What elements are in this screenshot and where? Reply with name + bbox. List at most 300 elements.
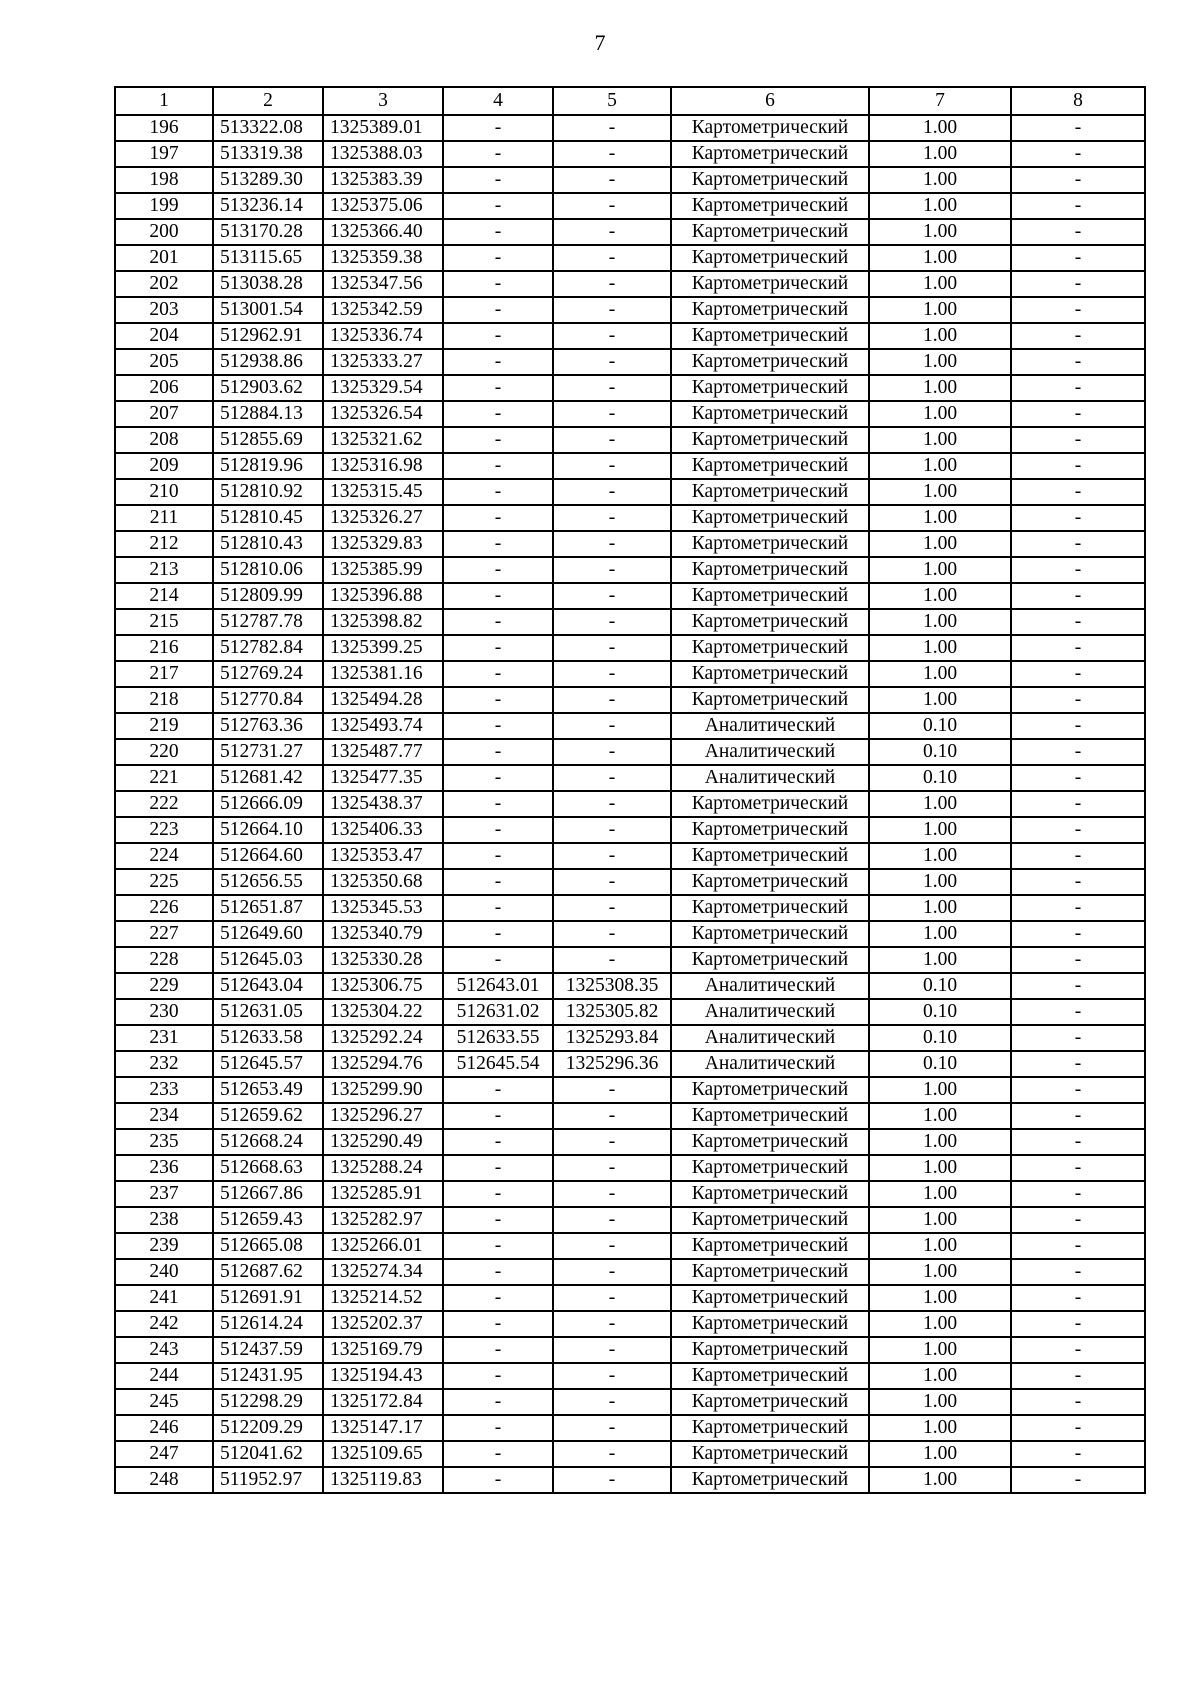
cell-accuracy: 1.00 [869,687,1011,713]
cell-coord-y-alt: - [553,349,671,375]
cell-accuracy: 0.10 [869,765,1011,791]
cell-accuracy: 1.00 [869,401,1011,427]
cell-coord-x-alt: - [443,1077,553,1103]
cell-method: Картометрический [671,583,869,609]
cell-method: Картометрический [671,1155,869,1181]
cell-coord-x-alt: - [443,1103,553,1129]
cell-coord-x-alt: - [443,1285,553,1311]
table-row [115,973,1145,999]
cell-coord-y-alt: - [553,687,671,713]
cell-point-number: 243 [115,1337,213,1363]
cell-accuracy: 1.00 [869,1103,1011,1129]
cell-coord-x-alt: - [443,947,553,973]
cell-coord-x-alt: - [443,635,553,661]
cell-coord-x: 512649.60 [213,921,323,947]
cell-coord-x-alt: - [443,1207,553,1233]
cell-coord-y: 1325340.79 [323,921,443,947]
cell-note: - [1011,115,1145,141]
cell-coord-x: 512659.62 [213,1103,323,1129]
cell-accuracy: 1.00 [869,817,1011,843]
cell-coord-y: 1325329.54 [323,375,443,401]
cell-coord-y-alt: - [553,895,671,921]
cell-point-number: 233 [115,1077,213,1103]
cell-method: Картометрический [671,531,869,557]
cell-method: Аналитический [671,999,869,1025]
cell-coord-y: 1325119.83 [323,1467,443,1493]
cell-note: - [1011,921,1145,947]
cell-coord-x-alt: - [443,245,553,271]
table-row [115,661,1145,687]
cell-coord-x-alt: - [443,479,553,505]
cell-method: Картометрический [671,1467,869,1493]
cell-coord-y: 1325266.01 [323,1233,443,1259]
cell-accuracy: 1.00 [869,583,1011,609]
cell-coord-y: 1325194.43 [323,1363,443,1389]
cell-note: - [1011,1103,1145,1129]
cell-coord-x: 513115.65 [213,245,323,271]
cell-coord-x: 512884.13 [213,401,323,427]
cell-note: - [1011,349,1145,375]
cell-note: - [1011,1259,1145,1285]
cell-coord-y-alt: - [553,531,671,557]
cell-point-number: 206 [115,375,213,401]
cell-coord-x-alt: - [443,609,553,635]
cell-note: - [1011,973,1145,999]
cell-coord-x: 512631.05 [213,999,323,1025]
table-row [115,947,1145,973]
cell-accuracy: 0.10 [869,973,1011,999]
table-row [115,219,1145,245]
table-row [115,193,1145,219]
cell-coord-y-alt: - [553,1311,671,1337]
cell-coord-y-alt: - [553,479,671,505]
cell-point-number: 196 [115,115,213,141]
table-row [115,375,1145,401]
cell-coord-y-alt: - [553,921,671,947]
cell-coord-x: 512643.04 [213,973,323,999]
cell-point-number: 228 [115,947,213,973]
cell-accuracy: 1.00 [869,1467,1011,1493]
cell-method: Картометрический [671,1337,869,1363]
cell-method: Картометрический [671,1207,869,1233]
cell-method: Картометрический [671,1363,869,1389]
cell-coord-y-alt: - [553,1467,671,1493]
cell-accuracy: 0.10 [869,999,1011,1025]
cell-coord-y-alt: - [553,843,671,869]
table-row [115,479,1145,505]
cell-note: - [1011,401,1145,427]
cell-coord-x: 511952.97 [213,1467,323,1493]
page-number: 7 [594,30,606,55]
table-row [115,1207,1145,1233]
cell-coord-y-alt: 1325296.36 [553,1051,671,1077]
cell-coord-y: 1325292.24 [323,1025,443,1051]
cell-method: Картометрический [671,427,869,453]
cell-method: Картометрический [671,557,869,583]
cell-coord-x: 512731.27 [213,739,323,765]
cell-note: - [1011,505,1145,531]
cell-coord-x-alt: - [443,583,553,609]
cell-point-number: 237 [115,1181,213,1207]
cell-coord-y: 1325109.65 [323,1441,443,1467]
cell-note: - [1011,245,1145,271]
table-row [115,557,1145,583]
cell-accuracy: 1.00 [869,947,1011,973]
cell-coord-x: 513001.54 [213,297,323,323]
cell-point-number: 231 [115,1025,213,1051]
table-row [115,245,1145,271]
cell-method: Картометрический [671,349,869,375]
cell-coord-y: 1325438.37 [323,791,443,817]
cell-note: - [1011,323,1145,349]
cell-note: - [1011,1337,1145,1363]
cell-coord-y-alt: - [553,141,671,167]
cell-method: Картометрический [671,687,869,713]
cell-coord-x-alt: - [443,219,553,245]
cell-coord-y-alt: - [553,1103,671,1129]
cell-method: Картометрический [671,661,869,687]
cell-coord-x-alt: - [443,765,553,791]
cell-coord-y-alt: - [553,167,671,193]
cell-accuracy: 1.00 [869,505,1011,531]
cell-accuracy: 1.00 [869,1311,1011,1337]
cell-method: Картометрический [671,193,869,219]
cell-note: - [1011,791,1145,817]
cell-accuracy: 1.00 [869,843,1011,869]
cell-coord-y: 1325288.24 [323,1155,443,1181]
cell-coord-x: 512645.03 [213,947,323,973]
cell-coord-y: 1325290.49 [323,1129,443,1155]
cell-coord-x: 512855.69 [213,427,323,453]
table-row [115,453,1145,479]
cell-coord-y-alt: - [553,297,671,323]
cell-coord-y: 1325299.90 [323,1077,443,1103]
cell-accuracy: 1.00 [869,219,1011,245]
cell-method: Картометрический [671,635,869,661]
cell-note: - [1011,479,1145,505]
cell-point-number: 204 [115,323,213,349]
cell-coord-y: 1325406.33 [323,817,443,843]
cell-coord-x: 513322.08 [213,115,323,141]
cell-coord-y: 1325366.40 [323,219,443,245]
cell-method: Картометрический [671,323,869,349]
cell-note: - [1011,167,1145,193]
cell-coord-y-alt: 1325293.84 [553,1025,671,1051]
cell-coord-x: 512903.62 [213,375,323,401]
cell-note: - [1011,1025,1145,1051]
cell-coord-y-alt: - [553,609,671,635]
cell-note: - [1011,1311,1145,1337]
cell-coord-x: 512645.57 [213,1051,323,1077]
cell-coord-y: 1325345.53 [323,895,443,921]
cell-coord-y: 1325202.37 [323,1311,443,1337]
cell-coord-y: 1325329.83 [323,531,443,557]
cell-coord-x-alt: - [443,1467,553,1493]
cell-coord-x: 512668.24 [213,1129,323,1155]
cell-note: - [1011,609,1145,635]
table-row [115,583,1145,609]
cell-coord-y: 1325316.98 [323,453,443,479]
cell-method: Картометрический [671,167,869,193]
cell-coord-y: 1325487.77 [323,739,443,765]
cell-accuracy: 1.00 [869,609,1011,635]
cell-coord-y-alt: - [553,791,671,817]
cell-coord-y: 1325326.27 [323,505,443,531]
table-row [115,921,1145,947]
table-row [115,505,1145,531]
cell-point-number: 223 [115,817,213,843]
cell-method: Картометрический [671,921,869,947]
cell-coord-y-alt: - [553,271,671,297]
cell-coord-y: 1325342.59 [323,297,443,323]
cell-note: - [1011,453,1145,479]
cell-coord-y: 1325315.45 [323,479,443,505]
table-row [115,1311,1145,1337]
cell-method: Картометрический [671,401,869,427]
cell-point-number: 224 [115,843,213,869]
table-row [115,869,1145,895]
cell-coord-y-alt: - [553,1259,671,1285]
cell-coord-x: 512770.84 [213,687,323,713]
table-row [115,843,1145,869]
column-header: 3 [323,87,443,115]
cell-point-number: 213 [115,557,213,583]
cell-coord-y-alt: - [553,817,671,843]
cell-point-number: 217 [115,661,213,687]
cell-method: Картометрический [671,869,869,895]
cell-point-number: 209 [115,453,213,479]
table-row [115,1259,1145,1285]
column-header: 7 [869,87,1011,115]
cell-note: - [1011,1077,1145,1103]
cell-point-number: 207 [115,401,213,427]
cell-note: - [1011,427,1145,453]
cell-method: Аналитический [671,1025,869,1051]
cell-point-number: 234 [115,1103,213,1129]
cell-coord-x: 512810.45 [213,505,323,531]
cell-note: - [1011,297,1145,323]
cell-coord-y-alt: - [553,1285,671,1311]
table-row [115,895,1145,921]
cell-coord-y: 1325353.47 [323,843,443,869]
cell-method: Картометрический [671,1129,869,1155]
table-row [115,1103,1145,1129]
cell-method: Картометрический [671,1181,869,1207]
cell-method: Картометрический [671,1415,869,1441]
cell-point-number: 232 [115,1051,213,1077]
cell-coord-x: 512431.95 [213,1363,323,1389]
cell-coord-y: 1325282.97 [323,1207,443,1233]
cell-method: Картометрический [671,505,869,531]
cell-coord-x-alt: 512643.01 [443,973,553,999]
cell-coord-x: 512209.29 [213,1415,323,1441]
cell-coord-y: 1325385.99 [323,557,443,583]
cell-coord-x: 512938.86 [213,349,323,375]
cell-note: - [1011,843,1145,869]
cell-point-number: 226 [115,895,213,921]
cell-point-number: 219 [115,713,213,739]
table-row [115,323,1145,349]
cell-accuracy: 1.00 [869,1415,1011,1441]
cell-coord-y-alt: - [553,635,671,661]
cell-coord-x-alt: - [443,1259,553,1285]
cell-coord-y-alt: - [553,1181,671,1207]
table-row [115,349,1145,375]
cell-coord-y-alt: - [553,869,671,895]
cell-note: - [1011,375,1145,401]
cell-coord-x: 513289.30 [213,167,323,193]
table-row [115,1415,1145,1441]
cell-coord-x-alt: - [443,739,553,765]
cell-coord-x: 513038.28 [213,271,323,297]
cell-coord-y-alt: - [553,1363,671,1389]
cell-accuracy: 1.00 [869,635,1011,661]
cell-accuracy: 0.10 [869,739,1011,765]
cell-point-number: 230 [115,999,213,1025]
cell-coord-y-alt: - [553,453,671,479]
cell-accuracy: 1.00 [869,1389,1011,1415]
cell-accuracy: 1.00 [869,375,1011,401]
cell-coord-x-alt: - [443,557,553,583]
table-row [115,999,1145,1025]
cell-method: Аналитический [671,973,869,999]
table-row [115,1025,1145,1051]
table-row [115,401,1145,427]
cell-coord-y-alt: - [553,661,671,687]
cell-point-number: 211 [115,505,213,531]
cell-method: Картометрический [671,609,869,635]
cell-coord-x-alt: - [443,115,553,141]
cell-method: Картометрический [671,1311,869,1337]
cell-coord-x-alt: - [443,453,553,479]
cell-note: - [1011,1389,1145,1415]
table-row [115,1155,1145,1181]
cell-note: - [1011,817,1145,843]
cell-method: Картометрический [671,843,869,869]
cell-accuracy: 1.00 [869,1363,1011,1389]
cell-point-number: 197 [115,141,213,167]
cell-point-number: 229 [115,973,213,999]
cell-coord-y-alt: - [553,739,671,765]
cell-coord-y: 1325330.28 [323,947,443,973]
cell-note: - [1011,583,1145,609]
cell-method: Картометрический [671,375,869,401]
cell-coord-x: 512665.08 [213,1233,323,1259]
cell-coord-x: 512664.60 [213,843,323,869]
cell-coord-x-alt: - [443,791,553,817]
cell-coord-x-alt: - [443,713,553,739]
table-row [115,297,1145,323]
cell-coord-y-alt: - [553,323,671,349]
cell-note: - [1011,869,1145,895]
cell-accuracy: 1.00 [869,869,1011,895]
cell-coord-y-alt: - [553,1337,671,1363]
cell-coord-x: 513170.28 [213,219,323,245]
table-row [115,1233,1145,1259]
cell-coord-x: 512664.10 [213,817,323,843]
cell-note: - [1011,1467,1145,1493]
cell-method: Картометрический [671,1259,869,1285]
cell-coord-x: 512666.09 [213,791,323,817]
cell-coord-y: 1325274.34 [323,1259,443,1285]
cell-method: Картометрический [671,1103,869,1129]
cell-accuracy: 1.00 [869,791,1011,817]
cell-coord-x: 512298.29 [213,1389,323,1415]
cell-coord-x-alt: - [443,297,553,323]
cell-coord-x: 512810.06 [213,557,323,583]
cell-coord-x-alt: - [443,895,553,921]
cell-method: Картометрический [671,297,869,323]
cell-point-number: 220 [115,739,213,765]
cell-note: - [1011,1363,1145,1389]
cell-accuracy: 1.00 [869,141,1011,167]
cell-coord-x-alt: - [443,193,553,219]
cell-note: - [1011,1051,1145,1077]
cell-method: Картометрический [671,1389,869,1415]
cell-point-number: 203 [115,297,213,323]
cell-coord-y: 1325477.35 [323,765,443,791]
cell-coord-x: 513236.14 [213,193,323,219]
cell-coord-x-alt: - [443,141,553,167]
cell-coord-y: 1325388.03 [323,141,443,167]
column-header: 1 [115,87,213,115]
cell-coord-y: 1325381.16 [323,661,443,687]
cell-accuracy: 1.00 [869,1233,1011,1259]
cell-note: - [1011,947,1145,973]
cell-coord-x: 512809.99 [213,583,323,609]
cell-coord-x: 512614.24 [213,1311,323,1337]
cell-coord-x-alt: - [443,921,553,947]
cell-coord-x-alt: - [443,1181,553,1207]
cell-accuracy: 1.00 [869,1285,1011,1311]
cell-coord-y-alt: - [553,375,671,401]
cell-coord-x-alt: - [443,1233,553,1259]
cell-coord-x-alt: - [443,687,553,713]
cell-point-number: 214 [115,583,213,609]
cell-accuracy: 0.10 [869,713,1011,739]
table-row [115,765,1145,791]
cell-note: - [1011,1441,1145,1467]
cell-coord-x: 512782.84 [213,635,323,661]
column-header: 4 [443,87,553,115]
cell-coord-y: 1325494.28 [323,687,443,713]
table-row [115,1441,1145,1467]
cell-accuracy: 1.00 [869,1181,1011,1207]
cell-coord-x: 512041.62 [213,1441,323,1467]
cell-accuracy: 1.00 [869,1207,1011,1233]
table-row [115,817,1145,843]
cell-accuracy: 1.00 [869,297,1011,323]
cell-accuracy: 1.00 [869,1129,1011,1155]
cell-accuracy: 1.00 [869,1259,1011,1285]
cell-coord-x-alt: - [443,427,553,453]
cell-coord-x-alt: - [443,843,553,869]
cell-note: - [1011,713,1145,739]
cell-point-number: 248 [115,1467,213,1493]
cell-accuracy: 1.00 [869,323,1011,349]
table-body [115,87,1145,1493]
table-row [115,427,1145,453]
cell-accuracy: 1.00 [869,895,1011,921]
table-row [115,1363,1145,1389]
cell-note: - [1011,1155,1145,1181]
cell-accuracy: 1.00 [869,1155,1011,1181]
cell-coord-x: 512687.62 [213,1259,323,1285]
cell-note: - [1011,635,1145,661]
cell-coord-x: 512667.86 [213,1181,323,1207]
cell-coord-y-alt: - [553,219,671,245]
cell-coord-y: 1325326.54 [323,401,443,427]
